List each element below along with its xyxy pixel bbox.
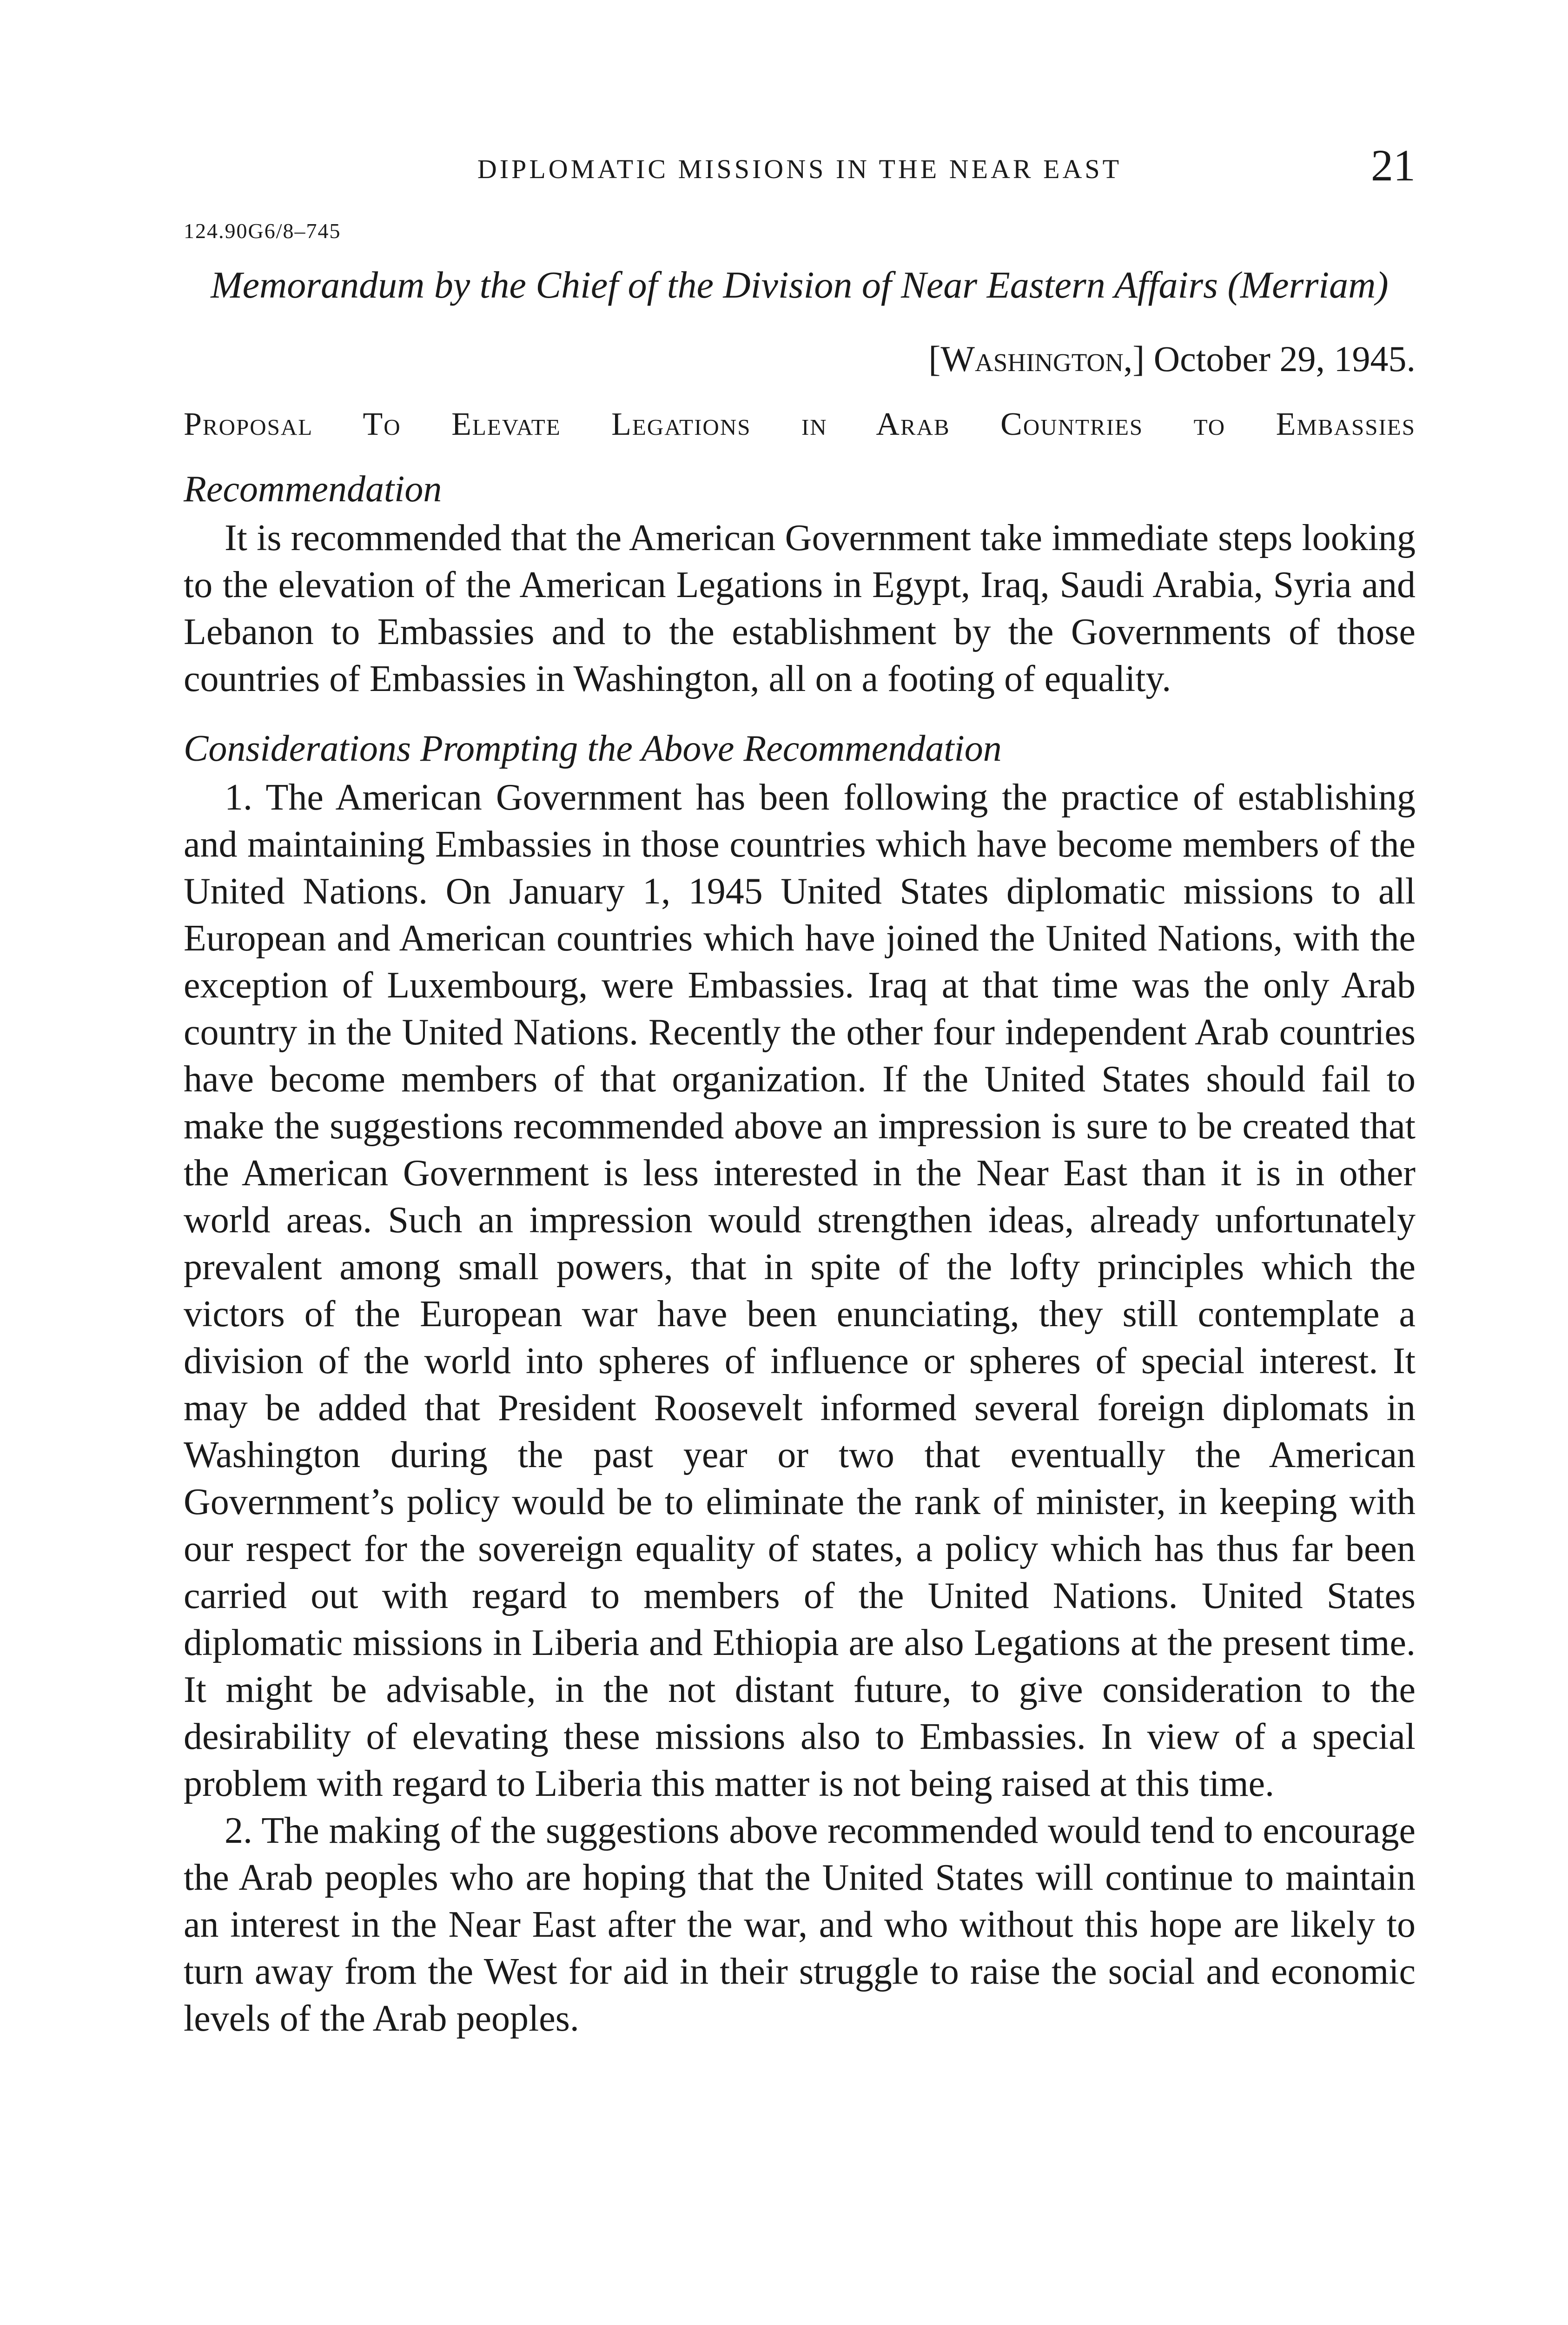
date: October 29, 1945. — [1153, 339, 1416, 379]
running-title: DIPLOMATIC MISSIONS IN THE NEAR EAST — [477, 154, 1122, 184]
section-heading-recommendation: Recommendation — [184, 469, 442, 510]
running-head — [184, 140, 1416, 191]
paragraph-consideration-1: 1. The American Government has been following the practice of establishing and maintaining Embassies in those countries which have become members of the United Nations. On January 1, 1945 United States diplomatic missions to all European and American countries which have joined the United Nations, with the exception of Luxembourg, were Embassies. Iraq at that time was the only Arab country in the United Nations. Recently the other four independent Arab countries have become members of that organization. If the United States should fail to make the suggestions recommended above an impression is sure to be created that the American Government is less interested in the Near East than it is in other world areas. Such an impression would strengthen ideas, already unfortunately prevalent among small powers, that in spite of the lofty principles which the victors of the European war have been enunciating, they still contemplate a division of the world into spheres of influence or spheres of special interest. It may be added that President Roosevelt informed several foreign diplomats in Washington during the past year or two that eventually the American Government’s policy would be to eliminate the rank of minister, in keeping with our respect for the sovereign equality of states, a policy which has thus far been carried out with regard to members of the United Nations. United States diplomatic missions in Liberia and Ethiopia are also Legations at the present time. It might be advisable, in the not distant future, to give consideration to the desirability of elevating these missions also to Embassies. In view of a special problem with regard to Liberia this matter is not being raised at this time. — [184, 777, 1416, 1804]
document-title: Memorandum by the Chief of the Division of Near Eastern Affairs (Merriam) — [211, 264, 1389, 306]
date-line — [184, 338, 1416, 380]
place: [Washington,] — [928, 339, 1145, 379]
subject-heading: Proposal To Elevate Legations in Arab Countries to Embassies — [184, 406, 1416, 442]
file-number: 124.90G6/8–745 — [184, 219, 341, 243]
paragraph-consideration-2: 2. The making of the suggestions above recommended would tend to encourage the Arab peoples who are hoping that the United States will continue to maintain an interest in the Near East after the war, and who without this hope are likely to turn away from the West for aid in their struggle to raise the social and economic levels of the Arab peoples. — [184, 1810, 1416, 2039]
section-heading-considerations: Considerations Prompting the Above Recommendation — [184, 728, 1002, 769]
page-number: 21 — [1371, 140, 1416, 190]
document-page — [184, 140, 1416, 2042]
paragraph-recommendation: It is recommended that the American Government take immediate steps looking to the elevation of the American Legations in Egypt, Iraq, Saudi Arabia, Syria and Lebanon to Embassies and to the establishment by the Governments of those countries of Embassies in Washington, all on a footing of equality. — [184, 518, 1416, 699]
